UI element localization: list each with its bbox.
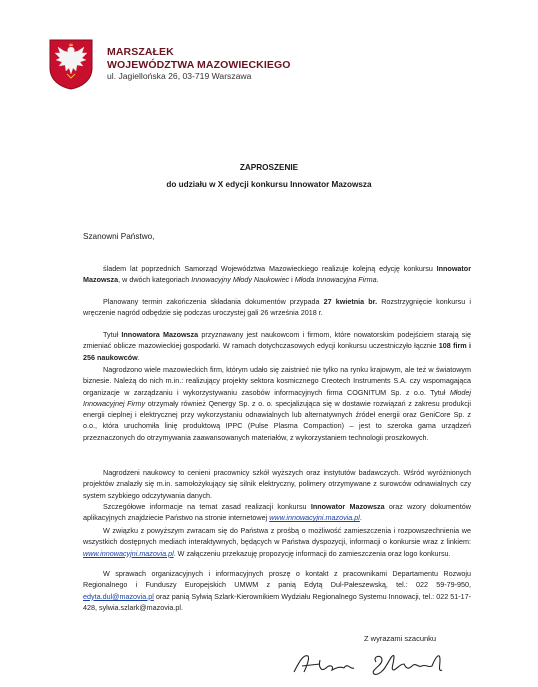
paragraph-2: Planowany termin zakończenia składania dokumentów przypada 27 kwietnia br. Rozstrzygnięcie konkursu i wręczenie nagród odbędzie się podczas uroczystej gali 26 września 2018 r. <box>83 297 471 318</box>
website-link-2[interactable]: www.innowacyjni.mazovia.pl <box>83 548 174 558</box>
paragraph-7: W związku z powyższym zwracam się do Państwa z prośbą o możliwość zamieszczenia i rozpowszechnienia we wszystkich dostępnych mediach interaktywnych, będących w Państwa dyspozycji, informacji o konkursie wraz z linkiem: www.innowacyjni.mazovia.pl. W załączeniu przekazuję propozycję informacji do zamieszczenia oraz logo konkursu. <box>83 526 471 558</box>
office-address: ul. Jagiellońska 26, 03-719 Warszawa <box>107 71 252 81</box>
paragraph-1: śladem lat poprzednich Samorząd Województwa Mazowieckiego realizuje kolejną edycję konkursu Innowator Mazowsza, w dwóch kategoriach Innowacyjny Młody Naukowiec i Młoda Innowacyjna Firma. <box>83 264 471 285</box>
eagle-crest-icon <box>48 38 94 90</box>
paragraph-5: Nagrodzeni naukowcy to cenieni pracownicy szkół wyższych oraz instytutów badawczych. Wśród wyróżnionych projektów znalazły się m.in. samołożykujący się silnik elektryczny, polimery otrzymywane z surowców odnawialnych czy system szybkiego odczytywania danych. <box>83 468 471 500</box>
document-subtitle: do udziału w X edycji konkursu Innowator Mazowsza <box>166 180 372 189</box>
salutation: Szanowni Państwo, <box>83 232 155 241</box>
paragraph-3: Tytuł Innowatora Mazowsza przyznawany jest naukowcom i firmom, które nowatorskim podejściem starają się zmieniać oblicze mazowieckiej gospodarki. W ramach dotychczasowych edycji konkursu uczestniczyło łącznie 108 firm i 256 naukowców. <box>83 330 471 362</box>
email-link[interactable]: edyta.dul@mazovia.pl <box>83 591 154 601</box>
office-name-line1: MARSZAŁEK <box>107 46 174 58</box>
paragraph-4: Nagrodzono wiele mazowieckich firm, którym udało się zaistnieć nie tylko na rynku krajowym, ale też w światowym biznesie. Należą do nich m.in.: realizujący projekty sektora kosmicznego Creotech Instruments S.A. czy wspomagająca organizacje w zarządzaniu i wykorzystywaniu zasobów informacyjnych firma COGNITUM Sp. z o.o. Tytuł Młodej Innowacyjnej Firmy otrzymały również Qenergy Sp. z o. o. specjalizująca się w dostawie rozwiązań z zakresu produkcji energii cieplnej i elektrycznej przy wykorzystaniu odnawialnych lub alternatywnych źródeł energii oraz GeniCore Sp. z o.o., która uruchomiła linię produktową IPPC (Pulse Plasma Compaction) – jest to szeroka gama urządzeń przeznaczonych do otrzymywania zaawansowanych materiałów, z wykorzystaniem technologii proszkowych. <box>83 365 471 442</box>
closing-phrase: Z wyrazami szacunku <box>364 634 437 643</box>
office-name <box>107 46 291 72</box>
paragraph-6: Szczegółowe informacje na temat zasad realizacji konkursu Innowator Mazowsza oraz wzory dokumentów aplikacyjnych znajdziecie Państwo na stronie internetowej www.innowacyjni.mazovia.pl. <box>83 502 471 523</box>
handwritten-signature <box>290 646 490 680</box>
website-link[interactable]: www.innowacyjni.mazovia.pl <box>269 513 360 523</box>
office-name-line2: WOJEWÓDZTWA MAZOWIECKIEGO <box>107 59 291 71</box>
document-title: ZAPROSZENIE <box>239 163 299 172</box>
paragraph-8: W sprawach organizacyjnych i informacyjnych proszę o kontakt z pracownikami Departamentu Rozwoju Regionalnego i Funduszy Europejskich UMWM z panią Edytą Dul-Pałeszewską, tel.: 022 59-79-950, edyta.dul@mazovia.pl oraz panią Sylwią Szlark-Kierownikiem Wydziału Regionalnego Systemu Innowacji, tel.: 022 51-17-428, sylwia.szlark@mazovia.pl. <box>83 569 471 612</box>
